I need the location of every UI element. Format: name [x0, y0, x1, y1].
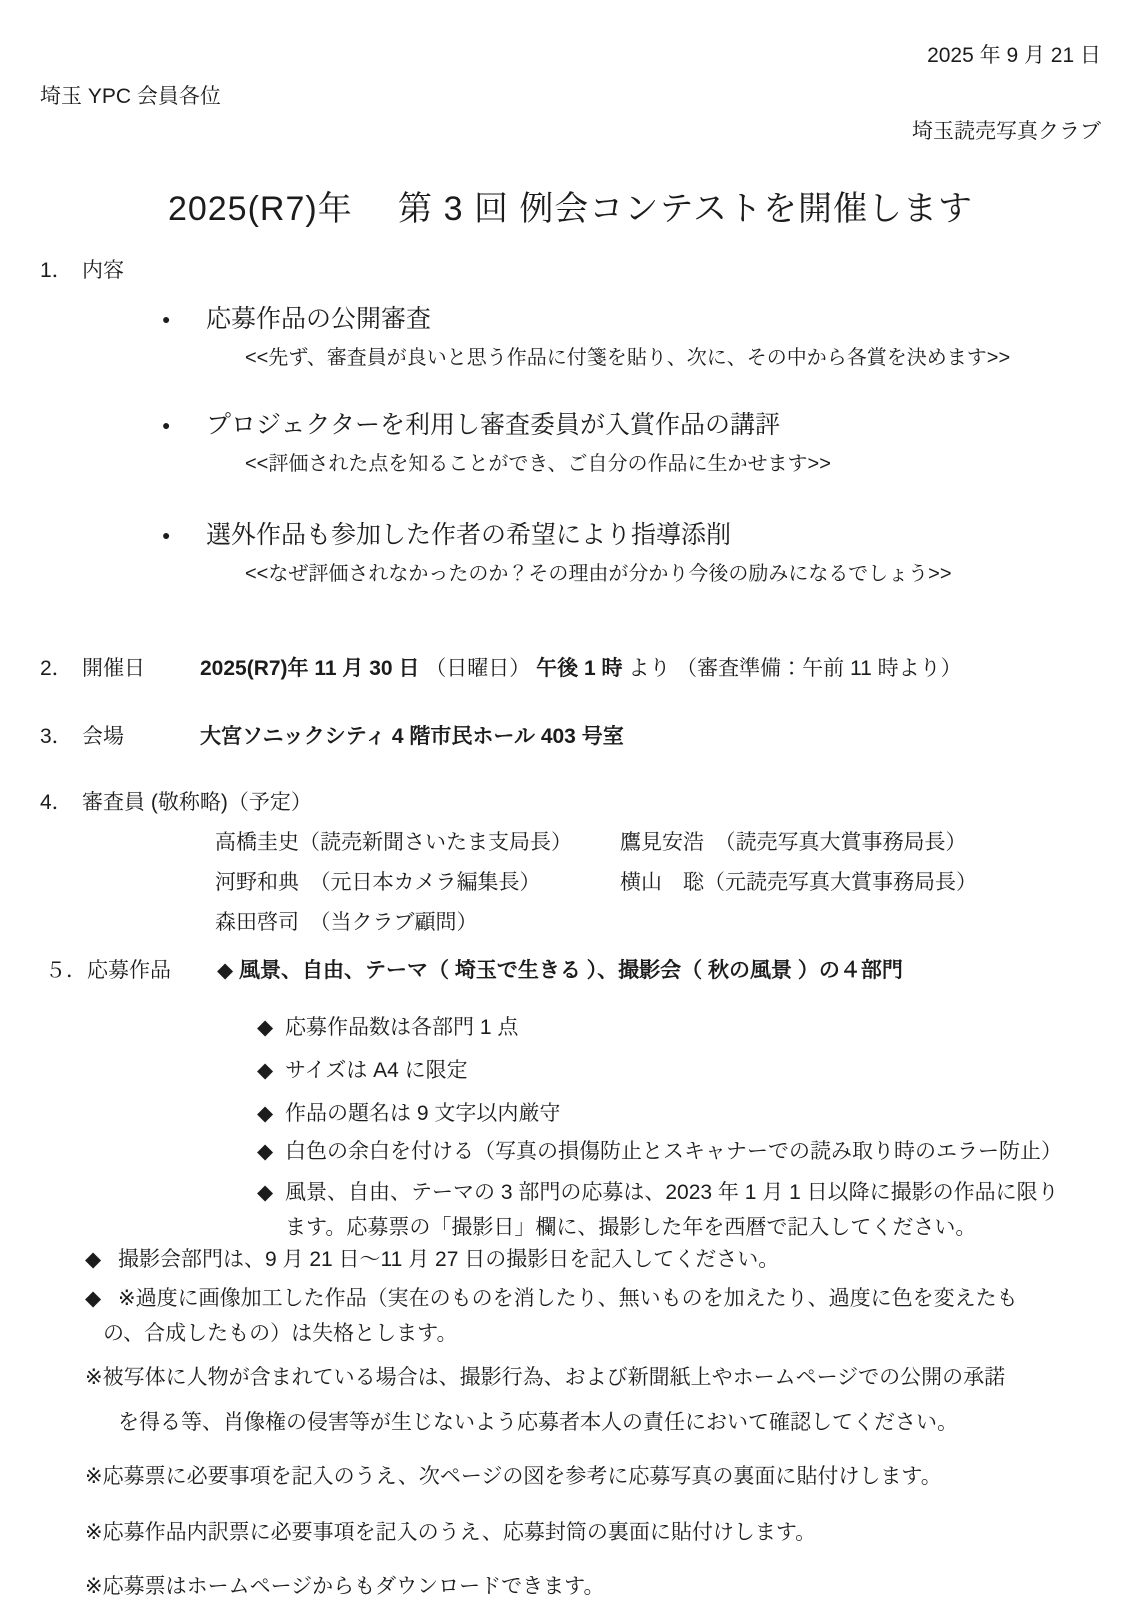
content-bullet-3: [162, 520, 1101, 550]
note-download: ※応募票はホームページからもダウンロードできます。: [85, 1575, 605, 1598]
entries-outer-item-2: [85, 1287, 1101, 1346]
entries-lead-line: [217, 957, 1101, 984]
content-bullet-1-note: <<先ず、審査員が良いと思う作品に付箋を貼り、次に、その中から各賞を決めます>>: [245, 347, 1011, 369]
section-held-date-label: 開催日: [82, 657, 145, 680]
held-date-bold-part: 2025(R7)年 11 月 30 日: [200, 657, 420, 680]
section-judges-label: 審査員 (敬称略)（予定）: [82, 791, 312, 814]
addressee-line: 埼玉 YPC 会員各位: [40, 85, 221, 108]
judge-name-3: 河野和典 （元日本カメラ編集長）: [215, 871, 541, 894]
section-venue-label: 会場: [82, 725, 124, 748]
diamond-bullet-icon: ◆: [257, 1059, 274, 1082]
held-date-value: [200, 656, 1101, 682]
judge-row: [215, 831, 1101, 855]
circle-bullet-icon: ●: [162, 311, 171, 327]
entries-item-5: [257, 1181, 1101, 1240]
diamond-bullet-icon: ◆: [85, 1248, 102, 1271]
section-venue: [40, 724, 1101, 750]
entries-item-4: [257, 1140, 1101, 1164]
note-entry-breakdown-slip: ※応募作品内訳票に必要事項を記入のうえ、応募封筒の裏面に貼付けします。: [85, 1521, 817, 1544]
entries-item-1-text: 応募作品数は各部門 1 点: [285, 1016, 519, 1039]
diamond-bullet-icon: ◆: [257, 1016, 274, 1039]
section-judges-number: 4．: [40, 791, 73, 814]
held-time-bold-part: 午後 1 時: [536, 657, 623, 680]
diamond-bullet-icon: ◆: [257, 1181, 274, 1204]
entries-item-4-text: 白色の余白を付ける（写真の損傷防止とスキャナーでの読み取り時のエラー防止）: [285, 1140, 1062, 1163]
entries-outer-item-1: [85, 1248, 1101, 1272]
entries-outer-item-2-text: [103, 1287, 1018, 1346]
entries-item-3: [257, 1102, 1101, 1126]
content-bullet-3-heading: 選外作品も参加した作者の希望により指導添削: [206, 521, 732, 549]
section-entries-number: ５．: [45, 959, 87, 982]
entries-outer-item-1-text: 撮影会部門は、9 月 21 日～11 月 27 日の撮影日を記入してください。: [118, 1248, 780, 1271]
entries-outer-item-2-line1: ※過度に画像加工した作品（実在のものを消したり、無いものを加えたり、過度に色を変えたも: [118, 1287, 1018, 1310]
sender-line: 埼玉読売写真クラブ: [912, 120, 1101, 143]
judge-name-5: 森田啓司 （当クラブ顧問）: [215, 911, 478, 934]
note-portrait-rights-line2: を得る等、肖像権の侵害等が生じないよう応募者本人の責任において確認してください。: [118, 1411, 958, 1434]
diamond-bullet-icon: ◆: [257, 1102, 274, 1125]
note-entry-slip: ※応募票に必要事項を記入のうえ、次ページの図を参考に応募写真の裏面に貼付けします。: [85, 1465, 942, 1488]
entries-item-5-text: [285, 1181, 1059, 1240]
content-bullet-1-heading: 応募作品の公開審査: [206, 305, 432, 333]
content-bullet-2-note: <<評価された点を知ることができ、ご自分の作品に生かせます>>: [245, 453, 831, 475]
section-content-number: 1．: [40, 259, 73, 282]
note-portrait-rights-line1: ※被写体に人物が含まれている場合は、撮影行為、および新聞紙上やホームページでの公開の承諾: [85, 1366, 1006, 1389]
section-judges-heading: [40, 790, 1101, 816]
held-date-weekday: （日曜日）: [425, 657, 531, 680]
circle-bullet-icon: ●: [162, 417, 171, 433]
content-bullet-3-note: <<なぜ評価されなかったのか？その理由が分かり今後の励みになるでしょう>>: [245, 563, 952, 585]
section-content-label: 内容: [82, 259, 124, 282]
content-bullet-1: [162, 304, 1101, 334]
entries-outer-item-2-line2: の、合成したもの）は失格とします。: [103, 1322, 458, 1345]
content-bullet-2-heading: プロジェクターを利用し審査委員が入賞作品の講評: [206, 411, 781, 439]
note-portrait-rights: [85, 1366, 1101, 1435]
entries-item-2-text: サイズは A4 に限定: [285, 1059, 468, 1082]
content-bullet-2: [162, 410, 1101, 440]
judge-row: [215, 911, 1101, 935]
judge-name-4: 横山 聡（元読売写真大賞事務局長）: [620, 871, 977, 894]
venue-value: 大宮ソニックシティ 4 階市民ホール 403 号室: [200, 725, 624, 748]
section-entries-heading: [45, 957, 1101, 984]
document-title: 2025(R7)年 第 3 回 例会コンテストを開催します: [167, 190, 974, 228]
entries-item-3-text: 作品の題名は 9 文字以内厳守: [285, 1102, 561, 1125]
entries-lead-text: 風景、自由、テーマ（ 埼玉で生きる ）、撮影会（ 秋の風景 ）の４部門: [239, 959, 903, 982]
diamond-bullet-icon: ◆: [257, 1140, 274, 1163]
judge-row: [215, 871, 1101, 895]
entries-item-5-line1: 風景、自由、テーマの 3 部門の応募は、2023 年 1 月 1 日以降に撮影の作品に限り: [285, 1181, 1059, 1204]
entries-item-1: [257, 1016, 1101, 1040]
document-date: 2025 年 9 月 21 日: [927, 44, 1101, 67]
section-held-date: [40, 656, 1101, 682]
judge-name-2: 鷹見安浩 （読売写真大賞事務局長）: [620, 831, 967, 854]
diamond-bullet-icon: ◆: [85, 1287, 102, 1310]
diamond-bullet-icon: ◆: [217, 959, 234, 982]
section-held-date-number: 2．: [40, 657, 73, 680]
judge-name-1: 高橋圭史（読売新聞さいたま支局長）: [215, 831, 572, 854]
section-content-heading: [40, 258, 1101, 284]
entries-item-2: [257, 1059, 1101, 1083]
entries-item-5-line2: ます。応募票の「撮影日」欄に、撮影した年を西暦で記入してください。: [285, 1216, 977, 1239]
circle-bullet-icon: ●: [162, 527, 171, 543]
section-entries-label: 応募作品: [87, 959, 171, 982]
held-date-prep-note: より （審査準備：午前 11 時より）: [628, 657, 962, 680]
section-venue-number: 3．: [40, 725, 73, 748]
